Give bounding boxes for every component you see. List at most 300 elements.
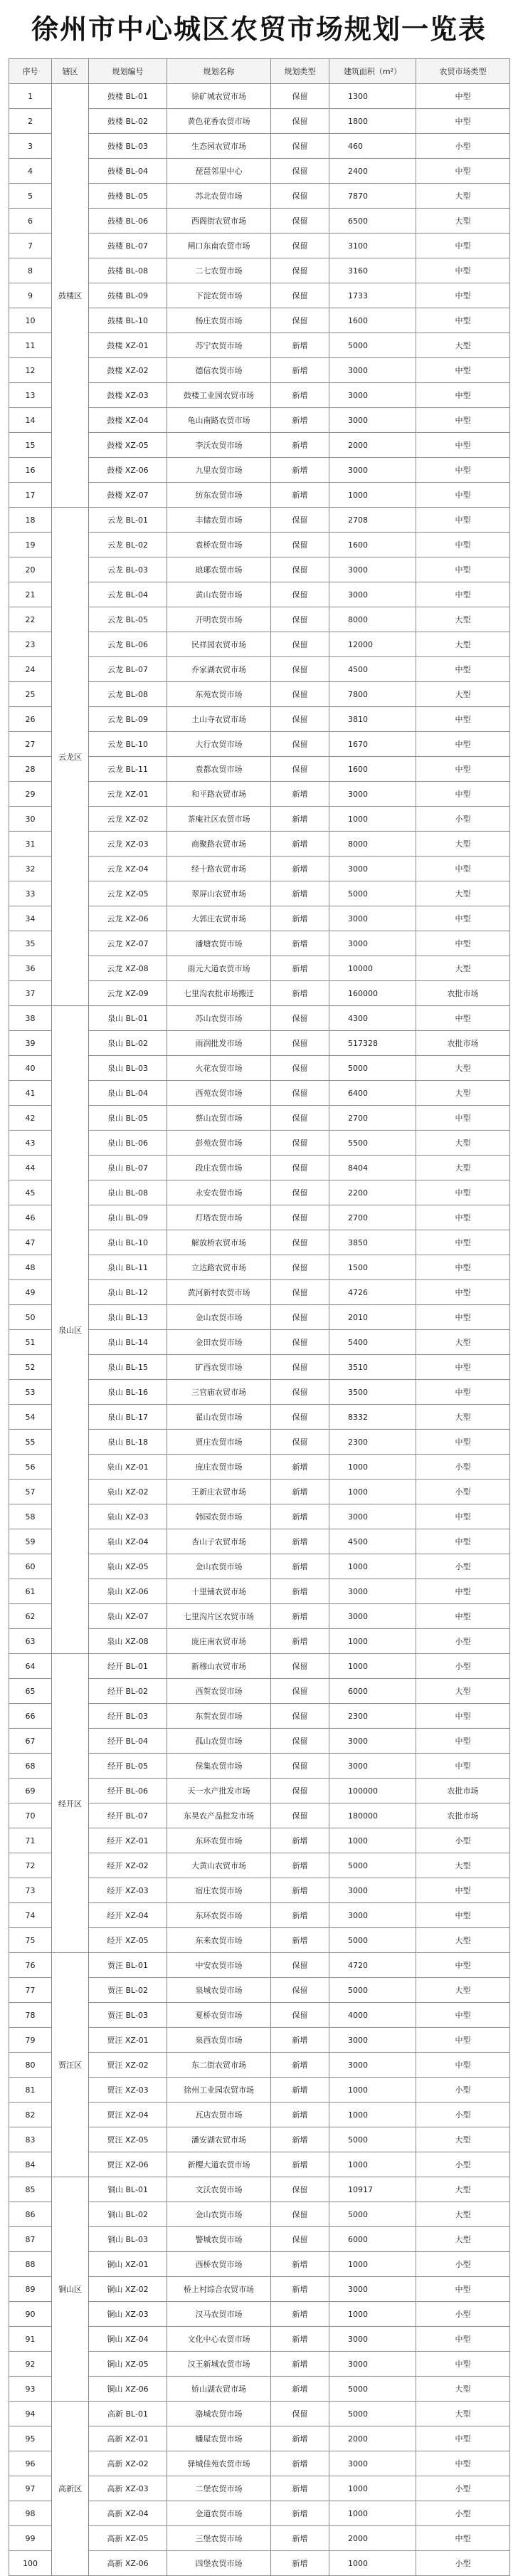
row-name: 黄色花香农贸市场 (167, 109, 271, 134)
row-code: 鼓楼 BL-08 (89, 258, 167, 283)
row-no: 15 (9, 433, 52, 458)
row-code: 高新 XZ-03 (89, 2476, 167, 2501)
row-no: 61 (9, 1579, 52, 1604)
row-code: 云龙 BL-09 (89, 707, 167, 732)
row-area: 1500 (329, 1255, 416, 1280)
row-name: 金山农贸市场 (167, 2202, 271, 2227)
row-market-type: 大型 (416, 1853, 510, 1878)
row-name: 庞庄农贸市场 (167, 1455, 271, 1480)
row-market-type: 小型 (416, 2103, 510, 2127)
row-no: 47 (9, 1230, 52, 1255)
header-plan-type: 规划类型 (271, 59, 329, 84)
row-area: 2000 (329, 2426, 416, 2451)
row-no: 42 (9, 1106, 52, 1131)
row-no: 34 (9, 906, 52, 931)
row-area: 1000 (329, 2476, 416, 2501)
row-market-type: 小型 (416, 1455, 510, 1480)
row-name: 泉西农贸市场 (167, 2028, 271, 2053)
row-no: 5 (9, 184, 52, 209)
row-market-type: 中型 (416, 857, 510, 881)
row-market-type: 中型 (416, 1704, 510, 1729)
row-market-type: 大型 (416, 1081, 510, 1106)
row-no: 10 (9, 308, 52, 333)
row-name: 宿庄农贸市场 (167, 1878, 271, 1903)
district-cell: 贾汪区 (52, 1953, 89, 2177)
row-no: 78 (9, 2003, 52, 2028)
row-code: 鼓楼 BL-06 (89, 209, 167, 234)
row-plan-type: 新增 (271, 1554, 329, 1579)
row-plan-type: 新增 (271, 1903, 329, 1928)
row-plan-type: 新增 (271, 832, 329, 857)
row-market-type: 农批市场 (416, 1803, 510, 1828)
row-plan-type: 保留 (271, 1230, 329, 1255)
row-market-type: 中型 (416, 1903, 510, 1928)
row-name: 段庄农贸市场 (167, 1156, 271, 1180)
row-name: 开明农贸市场 (167, 607, 271, 632)
row-no: 45 (9, 1180, 52, 1205)
row-market-type: 大型 (416, 2202, 510, 2227)
row-area: 4000 (329, 2003, 416, 2028)
row-plan-type: 保留 (271, 1330, 329, 1355)
row-code: 鼓楼 BL-09 (89, 283, 167, 308)
row-area: 8404 (329, 1156, 416, 1180)
row-plan-type: 保留 (271, 2003, 329, 2028)
row-code: 铜山 BL-02 (89, 2202, 167, 2227)
row-area: 517328 (329, 1031, 416, 1056)
row-plan-type: 保留 (271, 657, 329, 682)
row-no: 87 (9, 2227, 52, 2252)
row-market-type: 大型 (416, 1928, 510, 1953)
row-code: 经开 XZ-01 (89, 1828, 167, 1853)
row-market-type: 中型 (416, 159, 510, 184)
row-market-type: 大型 (416, 956, 510, 981)
row-no: 46 (9, 1205, 52, 1230)
row-plan-type: 新增 (271, 2526, 329, 2551)
row-area: 3000 (329, 1878, 416, 1903)
row-market-type: 中型 (416, 1230, 510, 1255)
row-no: 36 (9, 956, 52, 981)
row-plan-type: 新增 (271, 2476, 329, 2501)
row-name: 黄山农贸市场 (167, 582, 271, 607)
row-market-type: 小型 (416, 2252, 510, 2277)
row-plan-type: 新增 (271, 2103, 329, 2127)
row-name: 娇山湖农贸市场 (167, 2377, 271, 2402)
row-market-type: 大型 (416, 2127, 510, 2152)
row-no: 1 (9, 84, 52, 109)
row-area: 1300 (329, 84, 416, 109)
row-name: 西苑农贸市场 (167, 1081, 271, 1106)
row-no: 64 (9, 1654, 52, 1679)
row-no: 60 (9, 1554, 52, 1579)
row-no: 99 (9, 2526, 52, 2551)
row-area: 3000 (329, 2352, 416, 2377)
row-code: 鼓楼 BL-05 (89, 184, 167, 209)
row-no: 94 (9, 2402, 52, 2426)
row-market-type: 中型 (416, 657, 510, 682)
row-market-type: 小型 (416, 1480, 510, 1504)
header-row (9, 59, 510, 84)
row-code: 鼓楼 BL-10 (89, 308, 167, 333)
row-code: 云龙 BL-05 (89, 607, 167, 632)
row-area: 1000 (329, 1629, 416, 1654)
row-area: 2708 (329, 508, 416, 533)
row-no: 79 (9, 2028, 52, 2053)
row-code: 高新 XZ-01 (89, 2426, 167, 2451)
row-no: 88 (9, 2252, 52, 2277)
row-code: 泉山 BL-06 (89, 1131, 167, 1156)
row-no: 14 (9, 408, 52, 433)
row-area: 8000 (329, 832, 416, 857)
row-market-type: 大型 (416, 607, 510, 632)
row-area: 1000 (329, 2551, 416, 2576)
row-code: 泉山 BL-02 (89, 1031, 167, 1056)
row-no: 53 (9, 1380, 52, 1405)
row-code: 铜山 BL-01 (89, 2177, 167, 2202)
row-no: 35 (9, 931, 52, 956)
row-code: 经开 BL-03 (89, 1704, 167, 1729)
row-plan-type: 保留 (271, 109, 329, 134)
row-market-type: 中型 (416, 707, 510, 732)
row-market-type: 中型 (416, 1380, 510, 1405)
header-no: 序号 (9, 59, 52, 84)
row-name: 西桥农贸市场 (167, 2252, 271, 2277)
row-name: 四堡农贸市场 (167, 2551, 271, 2576)
row-plan-type: 保留 (271, 1430, 329, 1455)
row-plan-type: 新增 (271, 1455, 329, 1480)
row-code: 贾汪 BL-02 (89, 1978, 167, 2003)
row-name: 黄河新村农贸市场 (167, 1280, 271, 1305)
row-area: 4726 (329, 1280, 416, 1305)
row-code: 云龙 XZ-05 (89, 881, 167, 906)
row-area: 5400 (329, 1330, 416, 1355)
row-name: 韩园农贸市场 (167, 1504, 271, 1529)
row-code: 泉山 BL-09 (89, 1205, 167, 1230)
row-no: 28 (9, 757, 52, 782)
row-code: 泉山 BL-08 (89, 1180, 167, 1205)
row-name: 七里沟农批市场搬迁 (167, 981, 271, 1006)
row-name: 杨庄农贸市场 (167, 308, 271, 333)
row-plan-type: 新增 (271, 1629, 329, 1654)
row-plan-type: 新增 (271, 2078, 329, 2103)
row-name: 文沃农贸市场 (167, 2177, 271, 2202)
row-market-type: 中型 (416, 2277, 510, 2302)
row-name: 徐矿城农贸市场 (167, 84, 271, 109)
row-area: 8332 (329, 1405, 416, 1430)
row-code: 鼓楼 XZ-03 (89, 383, 167, 408)
row-market-type: 中型 (416, 408, 510, 433)
row-area: 460 (329, 134, 416, 159)
row-market-type: 农批市场 (416, 1779, 510, 1803)
row-code: 铜山 BL-03 (89, 2227, 167, 2252)
row-no: 49 (9, 1280, 52, 1305)
row-code: 泉山 BL-05 (89, 1106, 167, 1131)
row-plan-type: 保留 (271, 1754, 329, 1779)
row-no: 81 (9, 2078, 52, 2103)
row-code: 铜山 XZ-06 (89, 2377, 167, 2402)
row-no: 3 (9, 134, 52, 159)
row-area: 3000 (329, 1903, 416, 1928)
row-area: 160000 (329, 981, 416, 1006)
row-area: 3000 (329, 358, 416, 383)
row-no: 75 (9, 1928, 52, 1953)
row-area: 3000 (329, 1729, 416, 1754)
row-area: 1000 (329, 483, 416, 508)
row-plan-type: 新增 (271, 881, 329, 906)
row-code: 经开 BL-06 (89, 1779, 167, 1803)
row-code: 云龙 BL-01 (89, 508, 167, 533)
row-plan-type: 新增 (271, 1604, 329, 1629)
row-no: 39 (9, 1031, 52, 1056)
row-plan-type: 新增 (271, 408, 329, 433)
row-name: 潘塘农贸市场 (167, 931, 271, 956)
row-plan-type: 保留 (271, 1205, 329, 1230)
row-name: 二堡农贸市场 (167, 2476, 271, 2501)
row-no: 92 (9, 2352, 52, 2377)
row-market-type: 中型 (416, 1953, 510, 1978)
row-code: 云龙 BL-08 (89, 682, 167, 707)
row-name: 泉城农贸市场 (167, 1978, 271, 2003)
row-code: 鼓楼 BL-07 (89, 234, 167, 258)
row-area: 3000 (329, 1504, 416, 1529)
row-area: 1000 (329, 2501, 416, 2526)
row-code: 贾汪 BL-01 (89, 1953, 167, 1978)
row-name: 东环农贸市场 (167, 1828, 271, 1853)
row-code: 泉山 XZ-04 (89, 1529, 167, 1554)
row-market-type: 小型 (416, 1554, 510, 1579)
row-market-type: 小型 (416, 2152, 510, 2177)
row-market-type: 中型 (416, 2426, 510, 2451)
row-plan-type: 保留 (271, 1654, 329, 1679)
row-code: 鼓楼 BL-02 (89, 109, 167, 134)
row-plan-type: 新增 (271, 857, 329, 881)
row-market-type: 大型 (416, 1330, 510, 1355)
row-code: 鼓楼 XZ-02 (89, 358, 167, 383)
row-name: 纺东农贸市场 (167, 483, 271, 508)
row-name: 东环农贸市场 (167, 1903, 271, 1928)
row-code: 鼓楼 XZ-01 (89, 333, 167, 358)
row-name: 孤山农贸市场 (167, 1729, 271, 1754)
row-market-type: 大型 (416, 1978, 510, 2003)
row-market-type: 中型 (416, 1878, 510, 1903)
row-market-type: 中型 (416, 2451, 510, 2476)
row-no: 91 (9, 2327, 52, 2352)
row-plan-type: 新增 (271, 1480, 329, 1504)
row-code: 泉山 BL-13 (89, 1305, 167, 1330)
row-market-type: 中型 (416, 782, 510, 807)
row-market-type: 中型 (416, 1604, 510, 1629)
row-area: 1800 (329, 109, 416, 134)
row-name: 龟山南路农贸市场 (167, 408, 271, 433)
row-market-type: 大型 (416, 1679, 510, 1704)
row-plan-type: 新增 (271, 906, 329, 931)
row-plan-type: 保留 (271, 1031, 329, 1056)
row-name: 西阁街农贸市场 (167, 209, 271, 234)
row-plan-type: 保留 (271, 209, 329, 234)
row-plan-type: 新增 (271, 383, 329, 408)
row-area: 1000 (329, 1554, 416, 1579)
row-name: 汉马农贸市场 (167, 2302, 271, 2327)
row-plan-type: 新增 (271, 1878, 329, 1903)
row-market-type: 中型 (416, 757, 510, 782)
row-market-type: 中型 (416, 433, 510, 458)
row-code: 泉山 BL-18 (89, 1430, 167, 1455)
row-area: 3000 (329, 782, 416, 807)
row-name: 王新庄农贸市场 (167, 1480, 271, 1504)
row-market-type: 大型 (416, 832, 510, 857)
row-no: 69 (9, 1779, 52, 1803)
table-row (9, 1006, 510, 1031)
row-name: 瓦店农贸市场 (167, 2103, 271, 2127)
row-name: 东贺农贸市场 (167, 1704, 271, 1729)
row-area: 2700 (329, 1205, 416, 1230)
row-plan-type: 保留 (271, 632, 329, 657)
row-plan-type: 保留 (271, 234, 329, 258)
row-code: 高新 XZ-05 (89, 2526, 167, 2551)
row-no: 90 (9, 2302, 52, 2327)
row-no: 93 (9, 2377, 52, 2402)
row-area: 5000 (329, 1928, 416, 1953)
row-code: 鼓楼 BL-04 (89, 159, 167, 184)
row-code: 泉山 BL-15 (89, 1355, 167, 1380)
row-code: 鼓楼 BL-01 (89, 84, 167, 109)
row-no: 96 (9, 2451, 52, 2476)
row-plan-type: 新增 (271, 2152, 329, 2177)
row-no: 66 (9, 1704, 52, 1729)
row-code: 泉山 XZ-01 (89, 1455, 167, 1480)
row-no: 19 (9, 533, 52, 557)
row-code: 泉山 XZ-02 (89, 1480, 167, 1504)
district-cell: 铜山区 (52, 2177, 89, 2402)
row-market-type: 大型 (416, 1056, 510, 1081)
row-area: 7870 (329, 184, 416, 209)
row-no: 21 (9, 582, 52, 607)
row-area: 1000 (329, 807, 416, 832)
row-plan-type: 新增 (271, 2426, 329, 2451)
row-no: 31 (9, 832, 52, 857)
row-no: 37 (9, 981, 52, 1006)
row-no: 72 (9, 1853, 52, 1878)
row-plan-type: 保留 (271, 2177, 329, 2202)
row-name: 新穆山农贸市场 (167, 1654, 271, 1679)
row-code: 泉山 XZ-06 (89, 1579, 167, 1604)
row-area: 5000 (329, 881, 416, 906)
row-market-type: 中型 (416, 2003, 510, 2028)
row-code: 云龙 XZ-04 (89, 857, 167, 881)
row-market-type: 中型 (416, 258, 510, 283)
row-name: 袁都农贸市场 (167, 757, 271, 782)
row-area: 2300 (329, 1430, 416, 1455)
row-area: 3000 (329, 857, 416, 881)
row-area: 3000 (329, 931, 416, 956)
row-area: 1600 (329, 533, 416, 557)
row-area: 3000 (329, 906, 416, 931)
row-no: 51 (9, 1330, 52, 1355)
row-code: 经开 XZ-03 (89, 1878, 167, 1903)
row-area: 3000 (329, 582, 416, 607)
row-plan-type: 保留 (271, 1156, 329, 1180)
row-area: 3000 (329, 2277, 416, 2302)
row-plan-type: 保留 (271, 1405, 329, 1430)
row-market-type: 中型 (416, 1355, 510, 1380)
row-no: 55 (9, 1430, 52, 1455)
row-code: 云龙 BL-07 (89, 657, 167, 682)
row-name: 汉王新城农贸市场 (167, 2352, 271, 2377)
row-market-type: 中型 (416, 1529, 510, 1554)
row-plan-type: 保留 (271, 1803, 329, 1828)
row-plan-type: 保留 (271, 159, 329, 184)
row-code: 经开 BL-05 (89, 1754, 167, 1779)
row-area: 1000 (329, 2103, 416, 2127)
row-no: 20 (9, 557, 52, 582)
row-no: 57 (9, 1480, 52, 1504)
row-no: 32 (9, 857, 52, 881)
row-code: 经开 XZ-02 (89, 1853, 167, 1878)
row-no: 82 (9, 2103, 52, 2127)
row-market-type: 中型 (416, 508, 510, 533)
row-no: 44 (9, 1156, 52, 1180)
row-plan-type: 保留 (271, 308, 329, 333)
row-name: 骆城农贸市场 (167, 2402, 271, 2426)
row-plan-type: 保留 (271, 84, 329, 109)
row-code: 泉山 XZ-08 (89, 1629, 167, 1654)
row-code: 高新 XZ-04 (89, 2501, 167, 2526)
row-plan-type: 新增 (271, 2127, 329, 2152)
row-market-type: 小型 (416, 807, 510, 832)
row-no: 33 (9, 881, 52, 906)
row-name: 三堡农贸市场 (167, 2526, 271, 2551)
row-code: 泉山 BL-16 (89, 1380, 167, 1405)
row-market-type: 大型 (416, 2402, 510, 2426)
row-market-type: 小型 (416, 2302, 510, 2327)
row-plan-type: 新增 (271, 782, 329, 807)
row-no: 65 (9, 1679, 52, 1704)
row-code: 云龙 BL-04 (89, 582, 167, 607)
row-market-type: 中型 (416, 358, 510, 383)
row-plan-type: 保留 (271, 1679, 329, 1704)
row-market-type: 中型 (416, 906, 510, 931)
row-code: 高新 XZ-06 (89, 2551, 167, 2576)
row-plan-type: 保留 (271, 1704, 329, 1729)
row-area: 1000 (329, 2152, 416, 2177)
row-plan-type: 新增 (271, 2028, 329, 2053)
row-area: 4500 (329, 657, 416, 682)
row-market-type: 中型 (416, 1305, 510, 1330)
row-name: 东苑农贸市场 (167, 682, 271, 707)
row-name: 东来农贸市场 (167, 1928, 271, 1953)
row-market-type: 大型 (416, 1131, 510, 1156)
row-code: 鼓楼 XZ-06 (89, 458, 167, 483)
row-plan-type: 保留 (271, 1355, 329, 1380)
row-area: 3000 (329, 2451, 416, 2476)
row-code: 鼓楼 XZ-07 (89, 483, 167, 508)
row-name: 解放桥农贸市场 (167, 1230, 271, 1255)
row-plan-type: 新增 (271, 2377, 329, 2402)
row-area: 6000 (329, 2227, 416, 2252)
row-plan-type: 保留 (271, 607, 329, 632)
row-name: 雨元大道农贸市场 (167, 956, 271, 981)
row-name: 琵琶邻里中心 (167, 159, 271, 184)
row-no: 80 (9, 2053, 52, 2078)
row-plan-type: 保留 (271, 283, 329, 308)
row-area: 1000 (329, 1828, 416, 1853)
row-plan-type: 保留 (271, 1978, 329, 2003)
row-area: 1000 (329, 1654, 416, 1679)
row-area: 2700 (329, 1106, 416, 1131)
row-market-type: 大型 (416, 209, 510, 234)
row-name: 商聚路农贸市场 (167, 832, 271, 857)
row-code: 贾汪 XZ-03 (89, 2078, 167, 2103)
row-plan-type: 新增 (271, 1529, 329, 1554)
